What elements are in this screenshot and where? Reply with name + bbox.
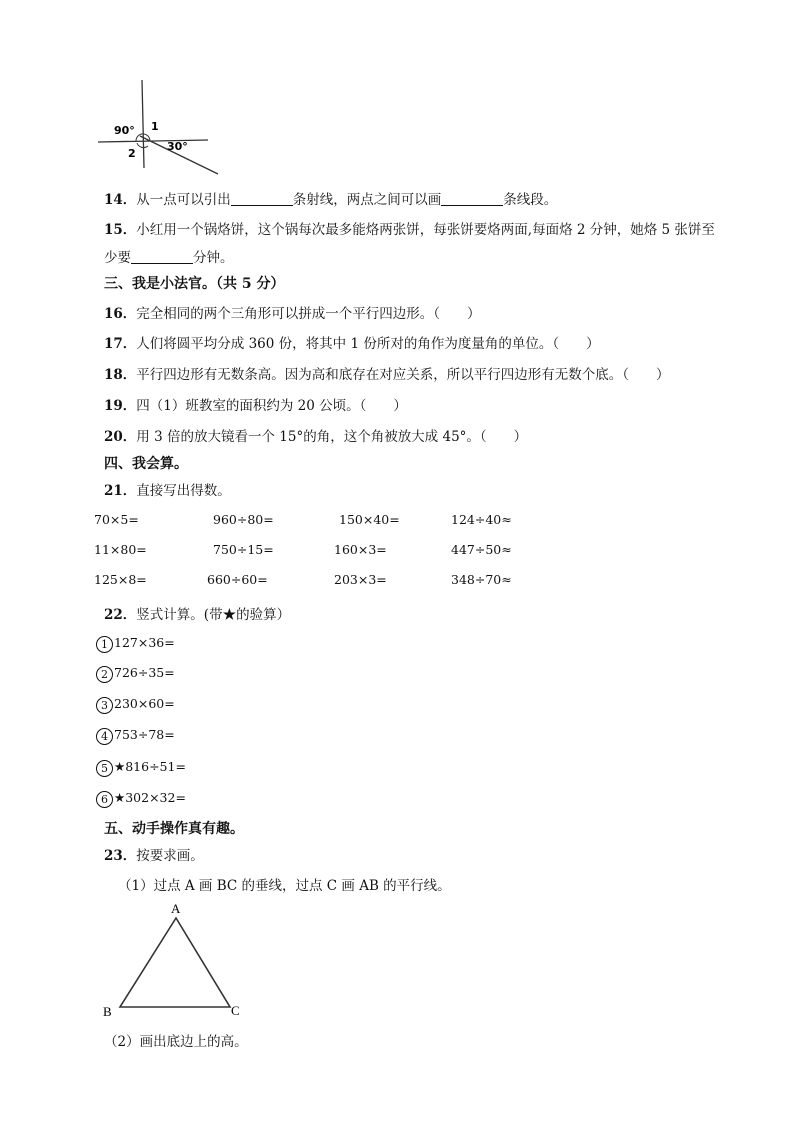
question-number: 16． <box>104 306 137 322</box>
vertical-calc-item <box>96 635 175 653</box>
answer-blank[interactable] <box>441 191 503 206</box>
section-heading-4: 四、我会算。 <box>104 456 188 472</box>
question-18 <box>104 363 670 383</box>
question-14 <box>104 188 557 208</box>
question-15 <box>104 218 715 238</box>
question-text: 四（1）班教室的面积约为 20 公顷。（ ） <box>136 398 407 414</box>
calc-cell: 348÷70≈ <box>451 572 512 587</box>
question-number: 19． <box>104 398 137 414</box>
calc-cell: 150×40= <box>339 512 400 527</box>
question-15-line2 <box>104 246 234 266</box>
question-23-sub2: （2）画出底边上的高。 <box>104 1034 248 1050</box>
calc-expression: 127×36= <box>114 635 175 650</box>
question-number: 18． <box>104 367 137 383</box>
question-text: 人们将圆平均分成 360 份，将其中 1 份所对的角作为度量角的单位。（ ） <box>136 336 600 352</box>
circled-number: 5 <box>96 760 113 777</box>
vertical-calc-item <box>96 727 175 745</box>
question-22 <box>104 603 290 623</box>
section-heading-5: 五、动手操作真有趣。 <box>104 821 244 837</box>
circled-number: 6 <box>96 791 113 808</box>
circled-number: 3 <box>96 697 113 714</box>
answer-blank[interactable] <box>231 191 293 206</box>
question-text: 用 3 倍的放大镜看一个 15°的角，这个角被放大成 45°。（ ） <box>136 429 528 445</box>
calc-expression: 230×60= <box>114 696 175 711</box>
question-16 <box>104 302 481 322</box>
calc-cell: 11×80= <box>94 542 147 557</box>
question-number: 23． <box>104 848 137 864</box>
calc-cell: 203×3= <box>334 572 387 587</box>
question-23 <box>104 844 204 864</box>
calc-cell: 960÷80= <box>213 512 274 527</box>
question-text: 平行四边形有无数条高。因为高和底存在对应关系，所以平行四边形有无数个底。（ ） <box>136 367 670 383</box>
circled-number: 2 <box>96 666 113 683</box>
question-text: 少要 <box>104 250 131 266</box>
calc-cell: 70×5= <box>94 512 139 527</box>
question-23-sub1: （1）过点 A 画 BC 的垂线，过点 C 画 AB 的平行线。 <box>118 878 451 894</box>
question-number: 17． <box>104 336 137 352</box>
calc-expression: 726÷35= <box>114 665 175 680</box>
calc-expression: 753÷78= <box>114 727 175 742</box>
vertical-calc-item <box>96 790 186 808</box>
calc-cell: 447÷50≈ <box>451 542 512 557</box>
question-text: 直接写出得数。 <box>136 483 231 499</box>
angle-label-2: 2 <box>128 147 136 160</box>
question-text: 从一点可以引出 <box>136 192 231 208</box>
circled-number: 4 <box>96 728 113 745</box>
question-text: 完全相同的两个三角形可以拼成一个平行四边形。（ ） <box>136 306 481 322</box>
vertex-label-a: A <box>171 901 181 916</box>
calc-expression: ★302×32= <box>114 790 186 805</box>
angle-label-90: 90° <box>114 124 135 137</box>
vertical-calc-item <box>96 665 175 683</box>
section-heading-3: 三、我是小法官。（共 5 分） <box>104 276 285 292</box>
triangle-figure <box>98 898 258 1020</box>
question-text: 分钟。 <box>193 250 234 266</box>
angle-label-30: 30° <box>167 140 188 153</box>
question-text: 条线段。 <box>503 192 558 208</box>
question-number: 14． <box>104 192 137 208</box>
question-19 <box>104 394 407 414</box>
question-20 <box>104 425 527 445</box>
calc-cell: 660÷60= <box>207 572 268 587</box>
vertical-calc-item <box>96 696 175 714</box>
vertex-label-b: B <box>103 1004 112 1019</box>
question-21 <box>104 479 231 499</box>
question-number: 20． <box>104 429 137 445</box>
calc-expression: ★816÷51= <box>114 759 186 774</box>
question-text: 竖式计算。(带★的验算） <box>136 607 291 623</box>
circled-number: 1 <box>96 636 113 653</box>
angle-label-1: 1 <box>151 120 159 133</box>
calc-cell: 124÷40≈ <box>451 512 512 527</box>
question-text: 小红用一个锅烙饼，这个锅每次最多能烙两张饼，每张饼要烙两面,每面烙 2 分钟，她烙 5 张饼至 <box>136 222 715 238</box>
calc-cell: 160×3= <box>334 542 387 557</box>
question-number: 15． <box>104 222 137 238</box>
vertical-calc-item <box>96 759 186 777</box>
angle-figure <box>92 74 232 178</box>
question-17 <box>104 332 600 352</box>
question-text: 按要求画。 <box>136 848 204 864</box>
answer-blank[interactable] <box>131 249 193 264</box>
question-number: 21． <box>104 483 137 499</box>
calc-cell: 125×8= <box>94 572 147 587</box>
question-number: 22． <box>104 607 137 623</box>
question-text: 条射线，两点之间可以画 <box>292 192 442 208</box>
vertex-label-c: C <box>231 1003 240 1018</box>
calc-cell: 750÷15= <box>213 542 274 557</box>
